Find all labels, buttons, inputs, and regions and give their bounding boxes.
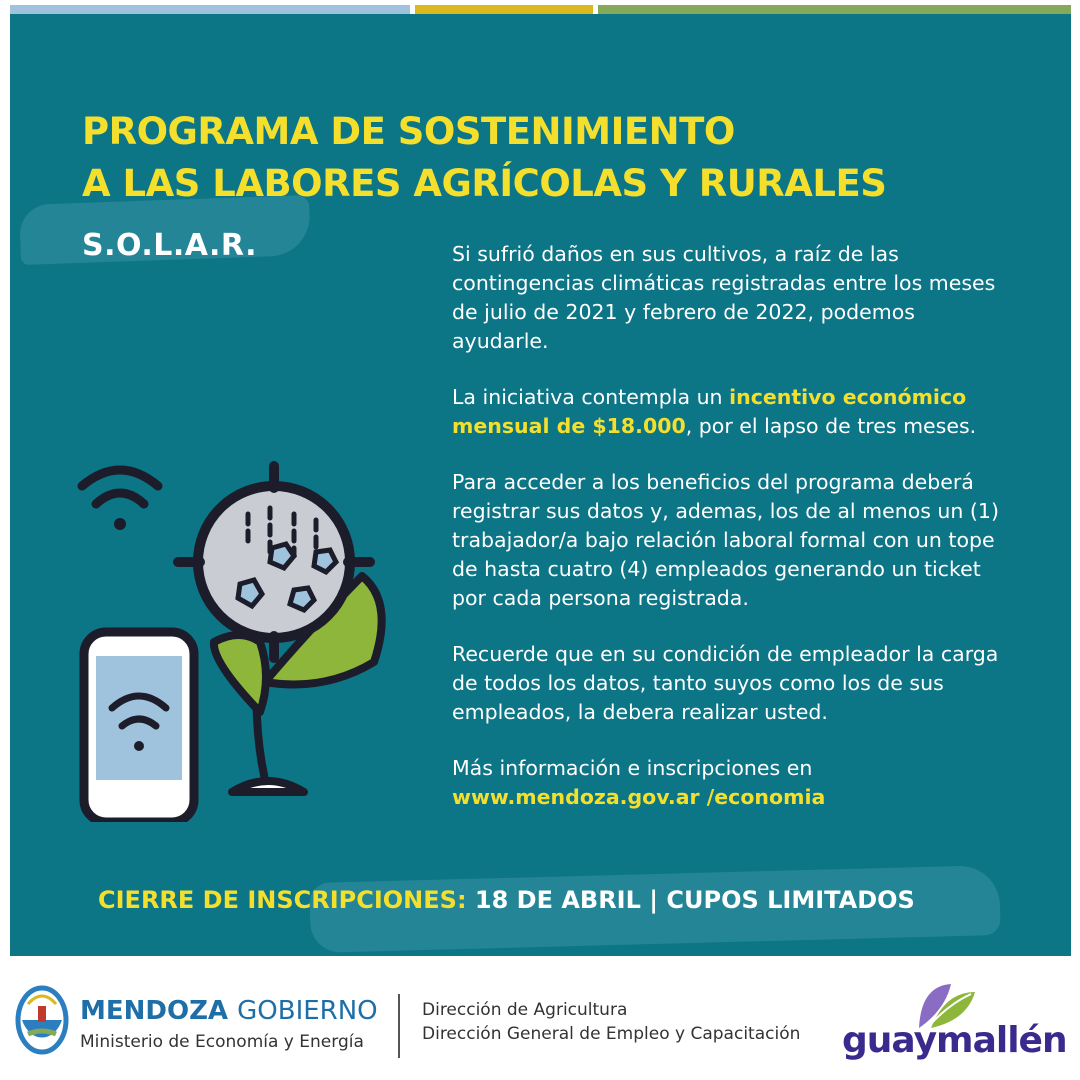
gobierno-text: GOBIERNO bbox=[237, 996, 378, 1026]
title-line-1: PROGRAMA DE SOSTENIMIENTO bbox=[82, 110, 735, 153]
program-acronym: S.O.L.A.R. bbox=[82, 228, 257, 263]
mendoza-bold-text: MENDOZA bbox=[80, 996, 229, 1026]
body-text bbox=[452, 240, 1012, 839]
wifi-icon bbox=[82, 470, 158, 530]
title-line-2: A LAS LABORES AGRÍCOLAS Y RURALES bbox=[82, 162, 887, 205]
program-title bbox=[82, 106, 886, 210]
ministry-name: Ministerio de Economía y Energía bbox=[80, 1032, 364, 1052]
paragraph-incentive bbox=[452, 383, 1012, 441]
top-bar-green bbox=[598, 5, 1071, 14]
paragraph-info bbox=[452, 754, 1012, 812]
top-bar-yellow bbox=[415, 5, 593, 14]
footer-divider bbox=[398, 994, 400, 1058]
paragraph-employer: Recuerde que en su condición de empleador la carga de todos los datos, tanto suyos como los de sus empleados, la debera realizar usted. bbox=[452, 642, 999, 724]
info-url-link[interactable]: www.mendoza.gov.ar /economia bbox=[452, 785, 826, 809]
closing-details: 18 DE ABRIL | CUPOS LIMITADOS bbox=[474, 886, 915, 914]
direction-agriculture: Dirección de Agricultura bbox=[422, 1000, 628, 1020]
closing-label: CIERRE DE INSCRIPCIONES: bbox=[98, 886, 467, 914]
mendoza-gobierno-logo bbox=[80, 996, 378, 1026]
guaymallen-logo-text: guaymallén bbox=[842, 1020, 1067, 1061]
incentive-text-after: , por el lapso de tres meses. bbox=[685, 414, 977, 438]
incentive-text-before: La iniciativa contempla un bbox=[452, 385, 730, 409]
info-text: Más información e inscripciones en bbox=[452, 756, 813, 780]
closing-banner bbox=[98, 886, 915, 914]
phone-icon bbox=[84, 632, 194, 822]
footer bbox=[0, 956, 1080, 1080]
direction-employment: Dirección General de Empleo y Capacitación bbox=[422, 1024, 801, 1044]
farm-tech-illustration bbox=[72, 452, 412, 822]
paragraph-damage: Si sufrió daños en sus cultivos, a raíz de las contingencias climáticas registradas entre los meses de julio de 2021 y febrero de 2022, podemos ayudarle. bbox=[452, 242, 996, 353]
mendoza-crest-icon bbox=[14, 984, 70, 1056]
main-panel bbox=[10, 14, 1071, 956]
top-bar-blue bbox=[10, 5, 410, 14]
paragraph-requirements: Para acceder a los beneficios del programa deberá registrar sus datos y, ademas, los de al menos un (1) trabajador/a bajo relación laboral formal con un tope de hasta cuatro (4) empleados generando un ticket por cada persona registrada. bbox=[452, 470, 999, 610]
incentive-highlight: incentivo económico mensual de $18.000 bbox=[452, 385, 967, 438]
